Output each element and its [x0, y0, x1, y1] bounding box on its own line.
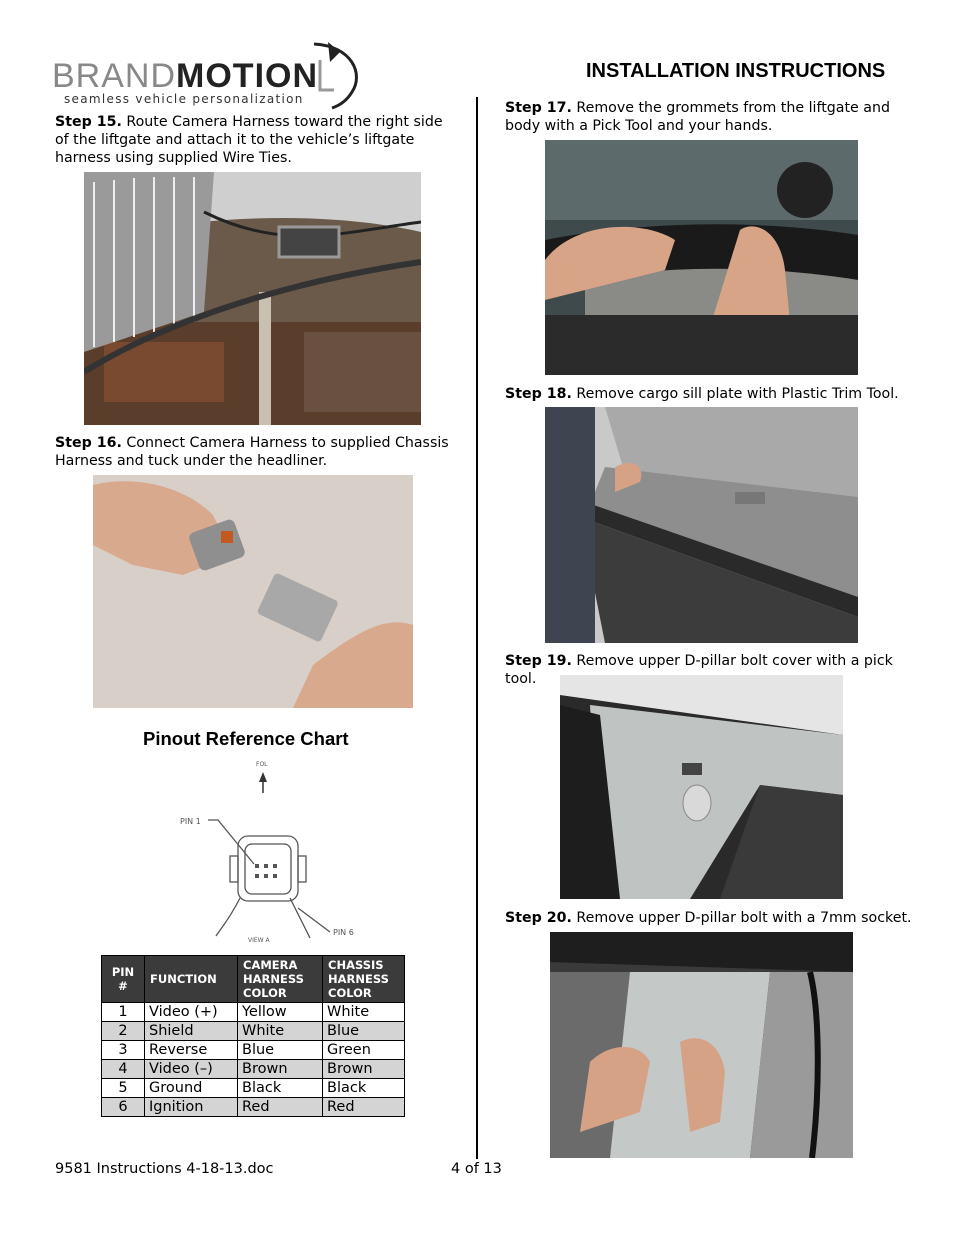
step-17-text [505, 99, 905, 135]
logo-text-bold: MOTION [176, 57, 319, 95]
diagram-arrow-label: FOL [256, 761, 268, 768]
step-18-desc: Remove cargo sill plate with Plastic Trim Tool. [571, 386, 899, 402]
logo-text-light: BRAND [52, 57, 177, 95]
pin-function: Video (–) [145, 1060, 238, 1079]
header-camera-color: CAMERA HARNESS COLOR [238, 956, 323, 1003]
camera-color: Red [238, 1098, 323, 1117]
camera-color: White [238, 1022, 323, 1041]
pin-number: 6 [102, 1098, 145, 1117]
camera-color: Brown [238, 1060, 323, 1079]
step-17-photo [545, 140, 858, 375]
step-16-desc: Connect Camera Harness to supplied Chassis Harness and tuck under the headliner. [55, 435, 449, 469]
camera-color: Black [238, 1079, 323, 1098]
step-20-desc: Remove upper D-pillar bolt with a 7mm socket. [571, 910, 912, 926]
pin-function: Ignition [145, 1098, 238, 1117]
chassis-color: Green [323, 1041, 405, 1060]
step-20-photo [550, 932, 853, 1158]
logo-tagline: seamless vehicle personalization [64, 92, 304, 106]
step-20-label: Step 20. [505, 910, 572, 926]
table-row [102, 1022, 405, 1041]
chassis-color: White [323, 1003, 405, 1022]
pinout-table [101, 955, 405, 1117]
chassis-color: Brown [323, 1060, 405, 1079]
step-17-desc: Remove the grommets from the liftgate and body with a Pick Tool and your hands. [505, 100, 890, 134]
diagram-view-label: VIEW A [248, 937, 270, 944]
table-row [102, 1003, 405, 1022]
pin-function: Ground [145, 1079, 238, 1098]
step-19-desc: Remove upper D-pillar bolt cover with a pick tool. [505, 653, 893, 687]
step-18-text [505, 385, 905, 403]
header-chassis-color: CHASSIS HARNESS COLOR [323, 956, 405, 1003]
step-18-photo [545, 407, 858, 643]
pin-function: Video (+) [145, 1003, 238, 1022]
pin-number: 5 [102, 1079, 145, 1098]
step-19-label: Step 19. [505, 653, 572, 669]
step-15-photo [84, 172, 421, 425]
step-16-text [55, 434, 450, 470]
table-row [102, 1060, 405, 1079]
diagram-pin1-label: PIN 1 [180, 817, 201, 826]
pinout-connector-diagram [150, 758, 370, 948]
step-15-text [55, 113, 450, 167]
front-arrow-icon [259, 772, 267, 793]
pin-function: Reverse [145, 1041, 238, 1060]
pin-number: 3 [102, 1041, 145, 1060]
header-function: FUNCTION [145, 956, 238, 1003]
chassis-color: Blue [323, 1022, 405, 1041]
pin-number: 1 [102, 1003, 145, 1022]
step-15-label: Step 15. [55, 114, 122, 130]
brand-logo [52, 40, 367, 110]
pinout-chart-title: Pinout Reference Chart [143, 728, 349, 749]
camera-color: Blue [238, 1041, 323, 1060]
step-17-label: Step 17. [505, 100, 572, 116]
pin-number: 2 [102, 1022, 145, 1041]
step-15-desc: Route Camera Harness toward the right side of the liftgate and attach it to the vehicle’s liftgate harness using supplied Wire Ties. [55, 114, 443, 166]
pinout-table-header [102, 956, 405, 1003]
footer-filename: 9581 Instructions 4-18-13.doc [55, 1161, 274, 1177]
page-title: INSTALLATION INSTRUCTIONS [586, 60, 886, 82]
step-19-photo [560, 675, 843, 899]
step-16-label: Step 16. [55, 435, 122, 451]
column-divider [476, 97, 478, 1159]
table-row [102, 1079, 405, 1098]
table-row [102, 1098, 405, 1117]
table-row [102, 1041, 405, 1060]
diagram-pin6-label: PIN 6 [333, 928, 354, 937]
chassis-color: Red [323, 1098, 405, 1117]
chassis-color: Black [323, 1079, 405, 1098]
step-20-text [505, 909, 925, 927]
pin-function: Shield [145, 1022, 238, 1041]
header-pin: PIN # [102, 956, 145, 1003]
camera-color: Yellow [238, 1003, 323, 1022]
pin-number: 4 [102, 1060, 145, 1079]
step-18-label: Step 18. [505, 386, 572, 402]
step-16-photo [93, 475, 413, 708]
footer-page-number: 4 of 13 [451, 1161, 502, 1177]
